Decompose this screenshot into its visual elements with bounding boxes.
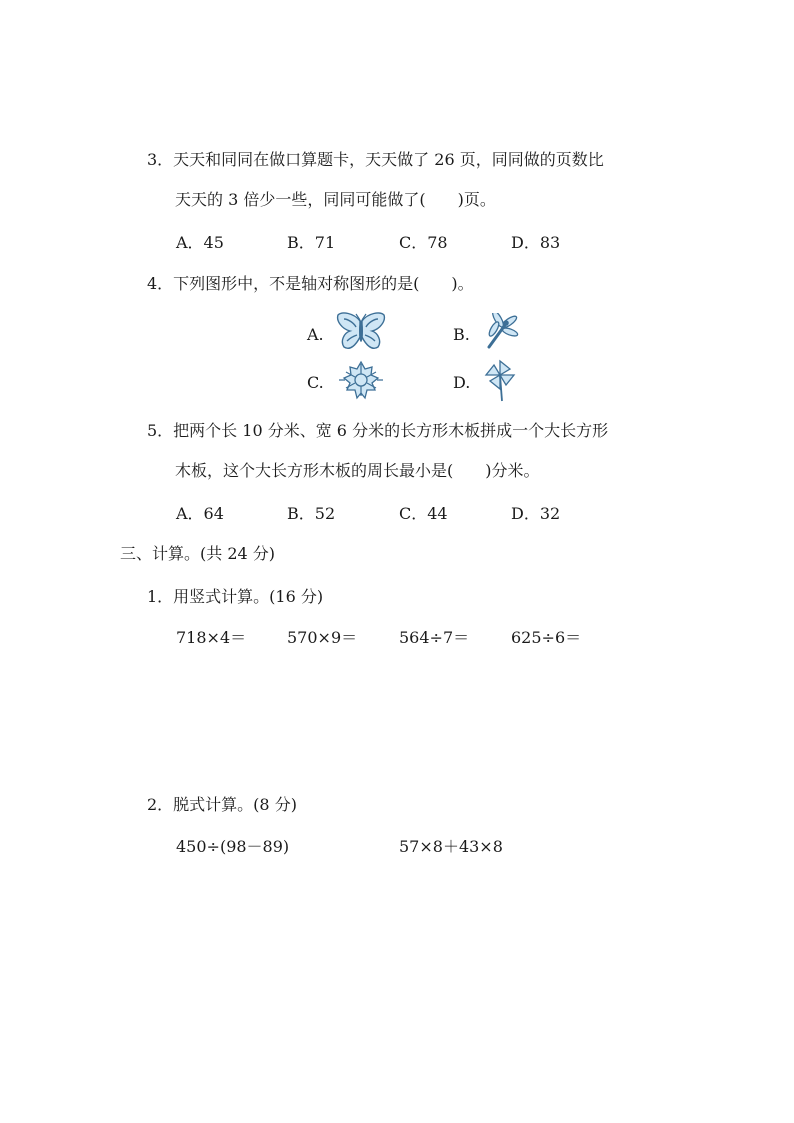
- vertical-calc-item: 570×9＝: [287, 628, 358, 647]
- q3-option-d: D．83: [511, 233, 561, 252]
- q3-option-c: C．78: [399, 233, 448, 252]
- q5-option-b: B．52: [287, 504, 336, 523]
- q3-line1: 3．天天和同同在做口算题卡，天天做了 26 页，同同做的页数比: [147, 150, 604, 169]
- q5-option-a: A．64: [176, 504, 224, 523]
- q5-line1: 5．把两个长 10 分米、宽 6 分米的长方形木板拼成一个大长方形: [147, 421, 609, 440]
- vertical-calc-item: 564÷7＝: [399, 628, 470, 647]
- q3-line2: 天天的 3 倍少一些，同同可能做了( )页。: [175, 190, 496, 209]
- sub1-title: 1．用竖式计算。(16 分): [147, 587, 324, 606]
- q4-option-a-label: A.: [307, 325, 324, 344]
- q4-option-d-label: D.: [453, 373, 471, 392]
- sub2-title: 2．脱式计算。(8 分): [147, 795, 297, 814]
- dragonfly-icon: [483, 313, 519, 351]
- q4-option-b-label: B.: [453, 325, 470, 344]
- butterfly-icon: [336, 311, 386, 353]
- pinwheel-icon: [484, 359, 518, 403]
- q5-option-c: C．44: [399, 504, 448, 523]
- step-calc-item: 57×8＋43×8: [399, 837, 503, 856]
- q4-option-c-label: C.: [307, 373, 324, 392]
- vertical-calc-item: 625÷6＝: [511, 628, 582, 647]
- vertical-calc-item: 718×4＝: [176, 628, 247, 647]
- q3-option-a: A．45: [176, 233, 224, 252]
- step-calc-item: 450÷(98－89): [176, 837, 290, 856]
- q3-option-b: B．71: [287, 233, 336, 252]
- section3-heading: 三、计算。(共 24 分): [120, 544, 276, 563]
- q5-option-d: D．32: [511, 504, 561, 523]
- q4-stem: 4．下列图形中，不是轴对称图形的是( )。: [147, 274, 474, 293]
- q5-line2: 木板，这个大长方形木板的周长最小是( )分米。: [175, 461, 540, 480]
- snowflake-icon: [337, 360, 385, 402]
